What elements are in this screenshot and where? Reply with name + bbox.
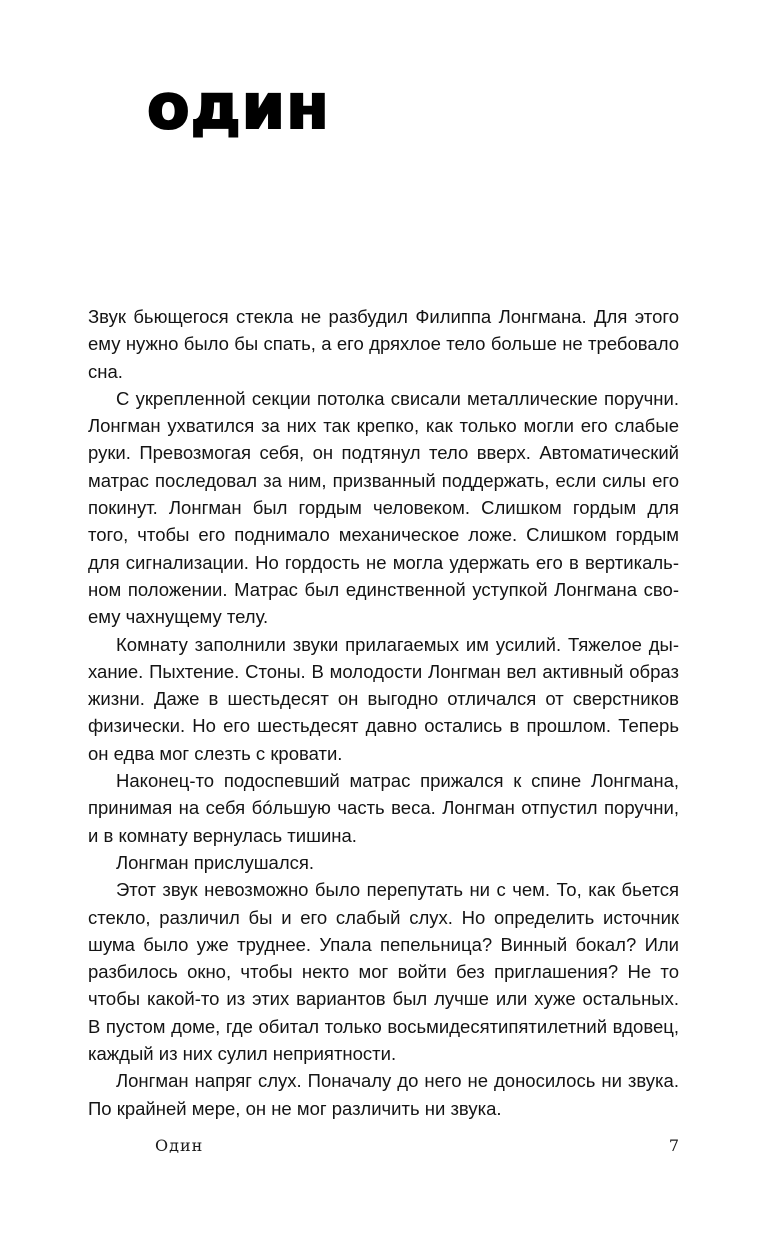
running-footer-title: Один	[155, 1136, 204, 1155]
paragraph-6: Этот звук невозможно было перепутать ни с чем. То, как бьется стекло, различил бы и его слабый слух. Но определить источник шума было уже труднее. Упала пепельница? Винный бокал? Или разбилось окно, чтобы некто мог войти без приглашения? Не то чтобы какой-то из этих вариантов был лучше или хуже остальных. В пустом доме, где обитал только восьмидесятипятилетний вдовец, каждый из них сулил неприятности.	[88, 879, 679, 1065]
paragraph-5: Лонгман прислушался.	[116, 851, 315, 873]
chapter-body	[88, 303, 679, 1122]
paragraph-2: С укрепленной секции потолка свисали металлические поручни. Лонгман ухватился за них так крепко, как только могли его слабые руки. Превозмогая себя, он подтянул тело вверх. Автоматический матрас последовал за ним, призванный поддержать, если силы его покинут. Лонгман был гордым человеком. Слишком гордым для того, чтобы его поднимало механическое ложе. Слишком гордым для сигнализации. Но гордость не могла удержать его в вертикальном положении. Матрас был единственной уступкой Лонгмана своему чахнущему телу.	[88, 387, 679, 628]
page-number: 7	[668, 1136, 679, 1155]
paragraph-4: Наконец-то подоспевший матрас прижался к спине Лонгмана, принимая на себя бóльшую часть веса. Лонгман отпустил поручни, и в комнату вернулась тишина.	[88, 770, 679, 846]
chapter-title: один	[147, 70, 330, 143]
paragraph-1: Звук бьющегося стекла не разбудил Филиппа Лонгмана. Для этого ему нужно было бы спать, а его дряхлое тело больше не требовало сна.	[88, 306, 679, 382]
paragraph-7: Лонгман напряг слух. Поначалу до него не доносилось ни звука. По крайней мере, он не мог различить ни звука.	[88, 1070, 679, 1119]
paragraph-3: Комнату заполнили звуки прилагаемых им усилий. Тяжелое дыхание. Пыхтение. Стоны. В молодости Лонгман вел активный образ жизни. Даже в шестьдесят он выгодно отличался от сверстников физически. Но его шестьдесят давно остались в прошлом. Теперь он едва мог слезть с кровати.	[88, 633, 679, 764]
